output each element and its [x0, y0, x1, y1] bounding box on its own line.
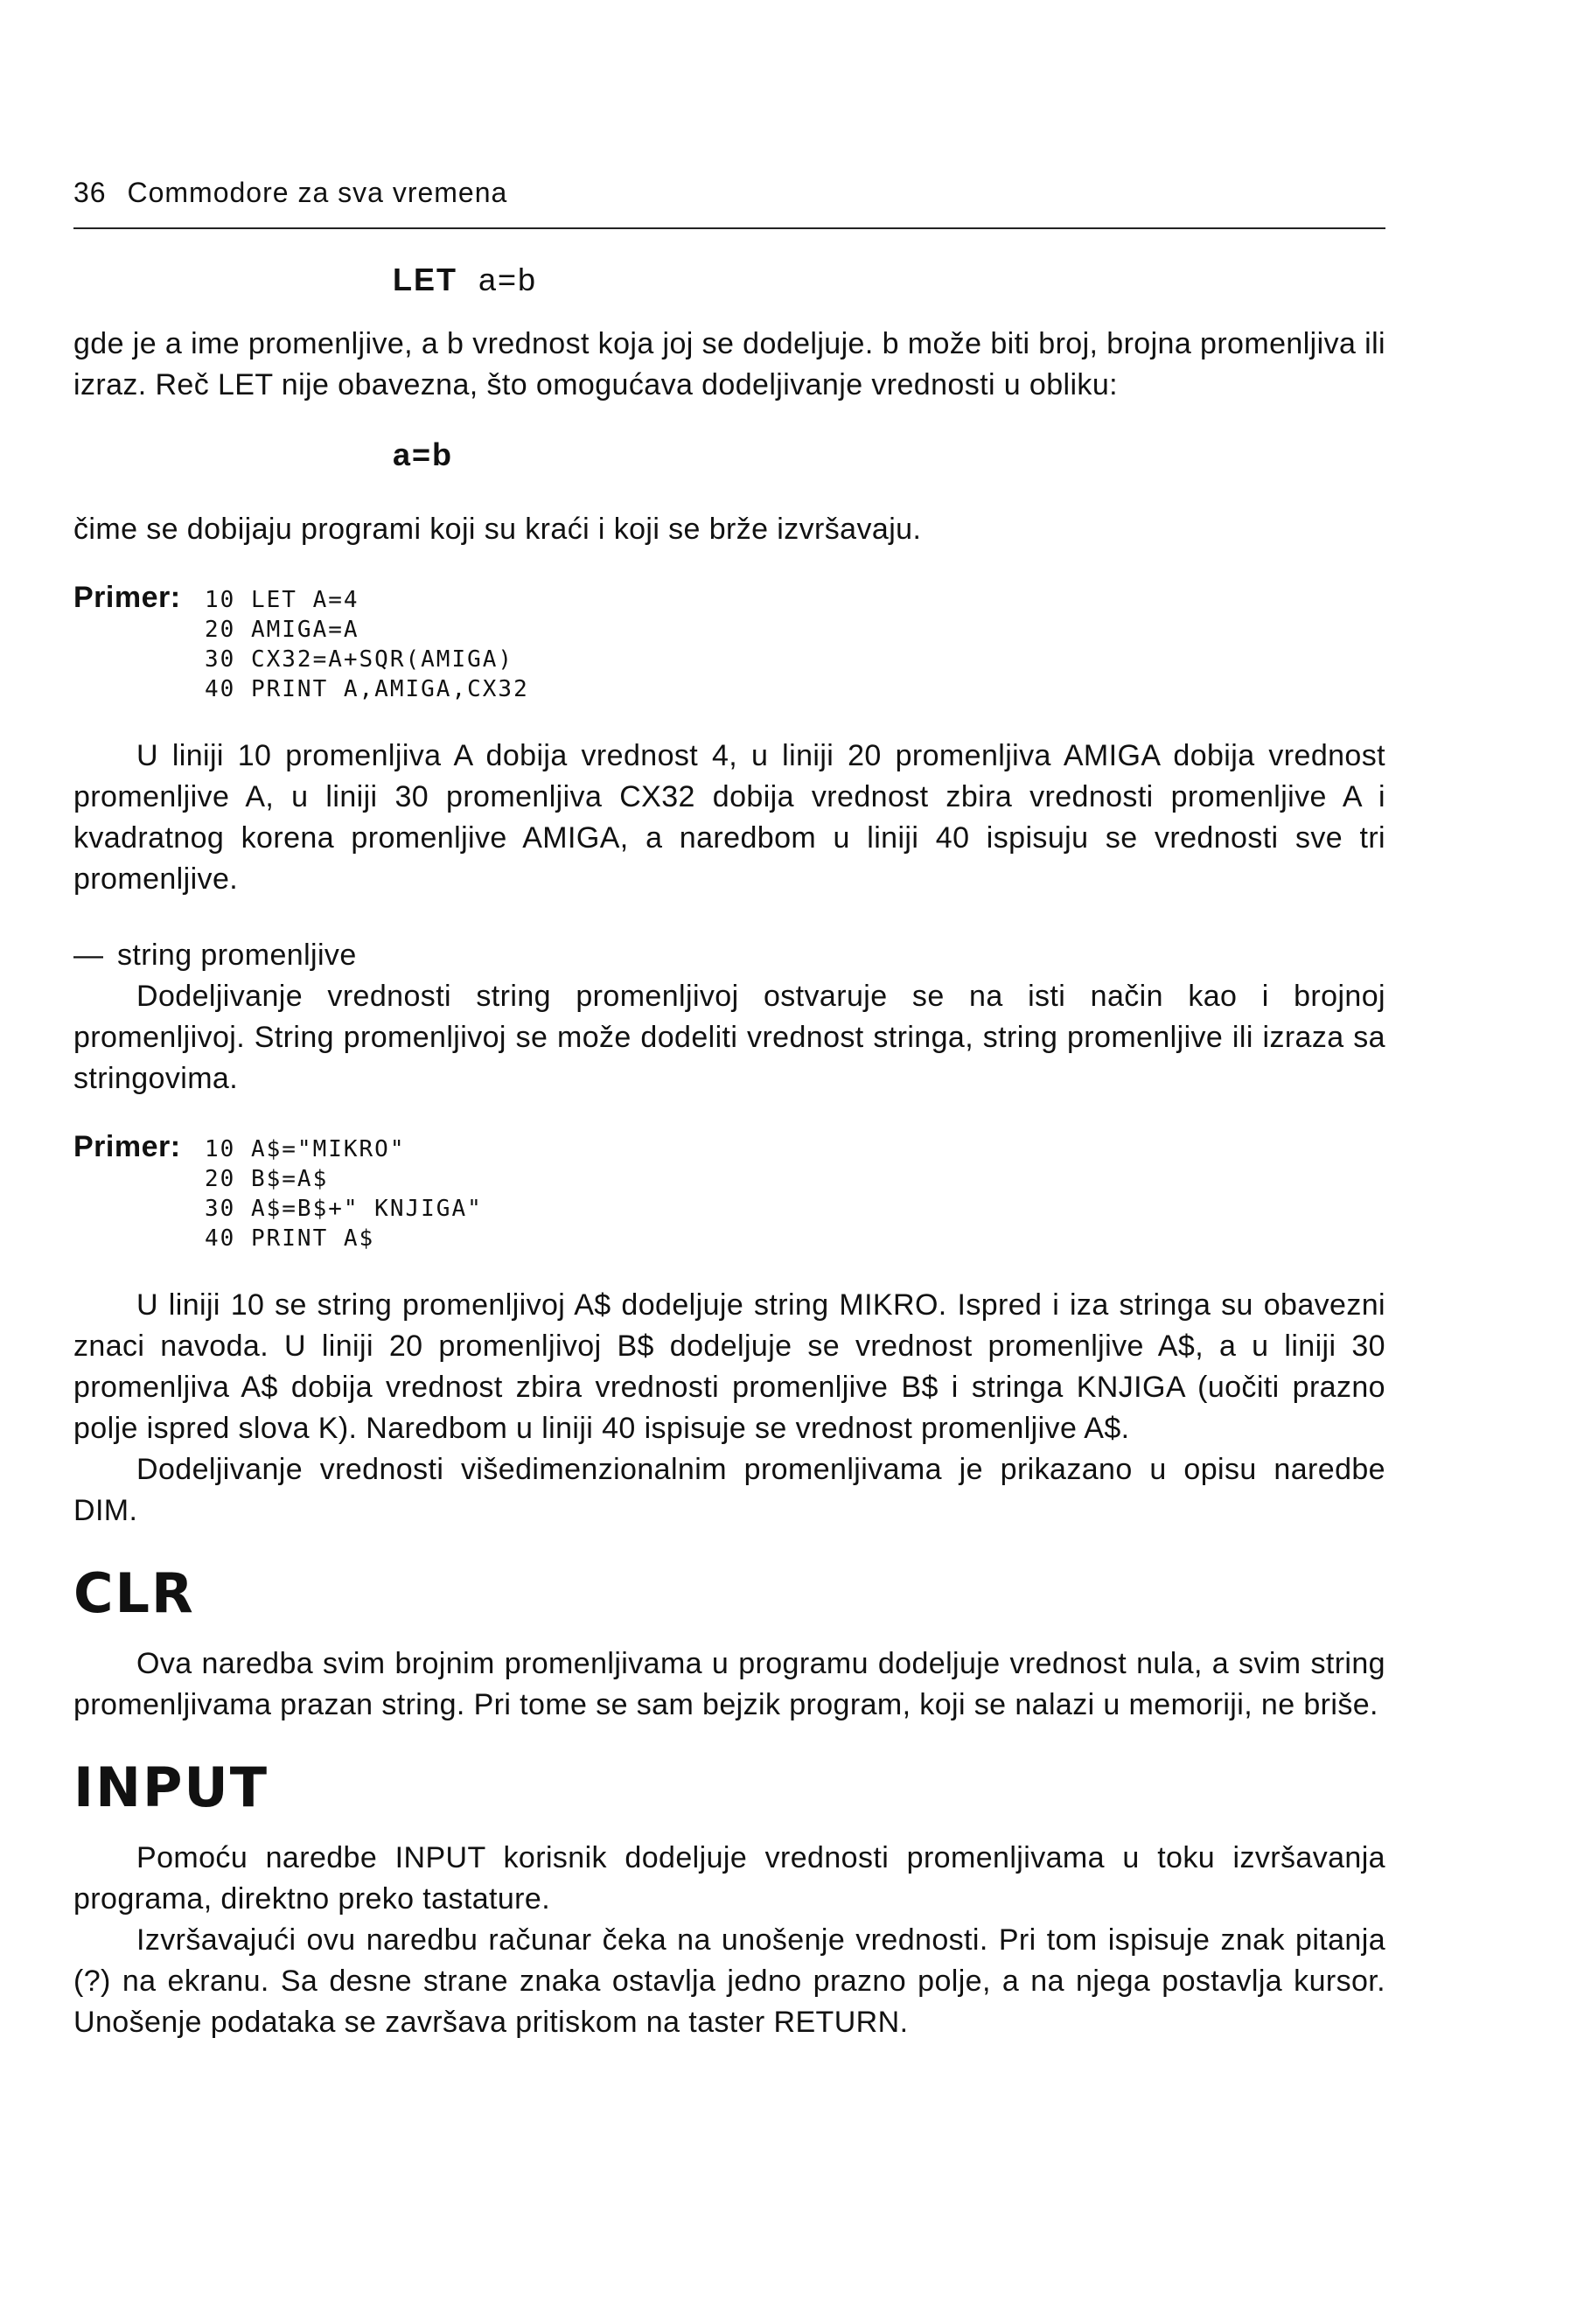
book-page: [73, 175, 1385, 2043]
paragraph-shorter-programs: čime se dobijaju programi koji su kraći i koji se brže izvršavaju.: [73, 513, 922, 546]
example-numeric: [73, 582, 1385, 704]
example-label: Primer:: [73, 1130, 181, 1163]
paragraph-numeric-explanation: U liniji 10 promenljiva A dobija vrednost 4, u liniji 20 promenljiva AMIGA dobija vrednost promenljive A, u liniji 30 promenljiva CX32 dobija vrednost zbira vrednosti promenljive A i kvadratnog korena promenljive AMIGA, a naredbom u liniji 40 ispisuju se vrednosti sve tri promenljive.: [73, 739, 1385, 896]
paragraph-let-explanation: gde je a ime promenljive, a b vrednost koja joj se dodeljuje. b može biti broj, brojna promenljiva ili izraz. Reč LET nije obavezna, što omogućava dodeljivanje vrednosti u obliku:: [73, 327, 1385, 401]
code-line: 10 LET A=4: [205, 587, 359, 613]
paragraph-clr: Ova naredba svim brojnim promenljivama u programu dodeljuje vrednost nula, a svim string promenljivama prazan string. Pri tome se sam bejzik program, koji se nalazi u memoriji, ne briše.: [73, 1647, 1385, 1721]
paragraph-input-2: Izvršavajući ovu naredbu računar čeka na unošenje vrednosti. Pri tom ispisuje znak pitanja (?) na ekranu. Sa desne strane znaka ostavlja jedno prazno polje, a na njega postavlja kursor. Unošenje podataka se završava pritiskom na taster RETURN.: [73, 1923, 1385, 2039]
code-line: 40 PRINT A$: [205, 1225, 375, 1252]
heading-clr: CLR: [73, 1561, 195, 1625]
dash-mark: —: [73, 939, 104, 972]
example-string: [73, 1131, 1385, 1253]
code-line: 20 AMIGA=A: [205, 617, 359, 643]
let-formula: [73, 261, 1385, 299]
code-listing: [205, 582, 529, 704]
code-line: 10 A$="MIKRO": [205, 1136, 406, 1162]
example-label: Primer:: [73, 581, 181, 614]
book-title: Commodore za sva vremena: [127, 177, 508, 208]
paragraph-string-assignment: Dodeljivanje vrednosti string promenljivoj ostvaruje se na isti način kao i brojnoj promenljivoj. String promenljivoj se može dodeliti vrednost stringa, string promenljive ili izraza sa stringovima.: [73, 980, 1385, 1095]
code-line: 30 A$=B$+" KNJIGA": [205, 1196, 483, 1222]
short-formula: a=b: [393, 436, 454, 472]
let-keyword: LET: [393, 262, 457, 297]
paragraph-dim-reference: Dodeljivanje vrednosti višedimenzionalnim promenljivama je prikazano u opisu naredbe DIM.: [73, 1453, 1385, 1527]
string-section-heading: [73, 935, 1385, 976]
page-number: 36: [73, 177, 107, 208]
code-line: 40 PRINT A,AMIGA,CX32: [205, 676, 529, 702]
let-expression: a=b: [478, 262, 538, 297]
code-line: 20 B$=A$: [205, 1166, 329, 1192]
code-listing: [205, 1131, 483, 1253]
string-heading-text: string promenljive: [117, 939, 357, 972]
paragraph-string-explanation: U liniji 10 se string promenljivoj A$ dodeljuje string MIKRO. Ispred i iza stringa su obavezni znaci navoda. U liniji 20 promenljivoj B$ dodeljuje se vrednost promenljive A$, a u liniji 30 promenljiva A$ dobija vrednost zbira vrednosti promenljive B$ i stringa KNJIGA (uočiti prazno polje ispred slova K). Naredbom u liniji 40 ispisuje se vrednost promenljive A$.: [73, 1288, 1385, 1445]
paragraph-input-1: Pomoću naredbe INPUT korisnik dodeljuje vrednosti promenljivama u toku izvršavanja programa, direktno preko tastature.: [73, 1841, 1385, 1916]
running-head: [73, 175, 1385, 229]
heading-input: INPUT: [73, 1755, 269, 1819]
code-line: 30 CX32=A+SQR(AMIGA): [205, 646, 514, 673]
